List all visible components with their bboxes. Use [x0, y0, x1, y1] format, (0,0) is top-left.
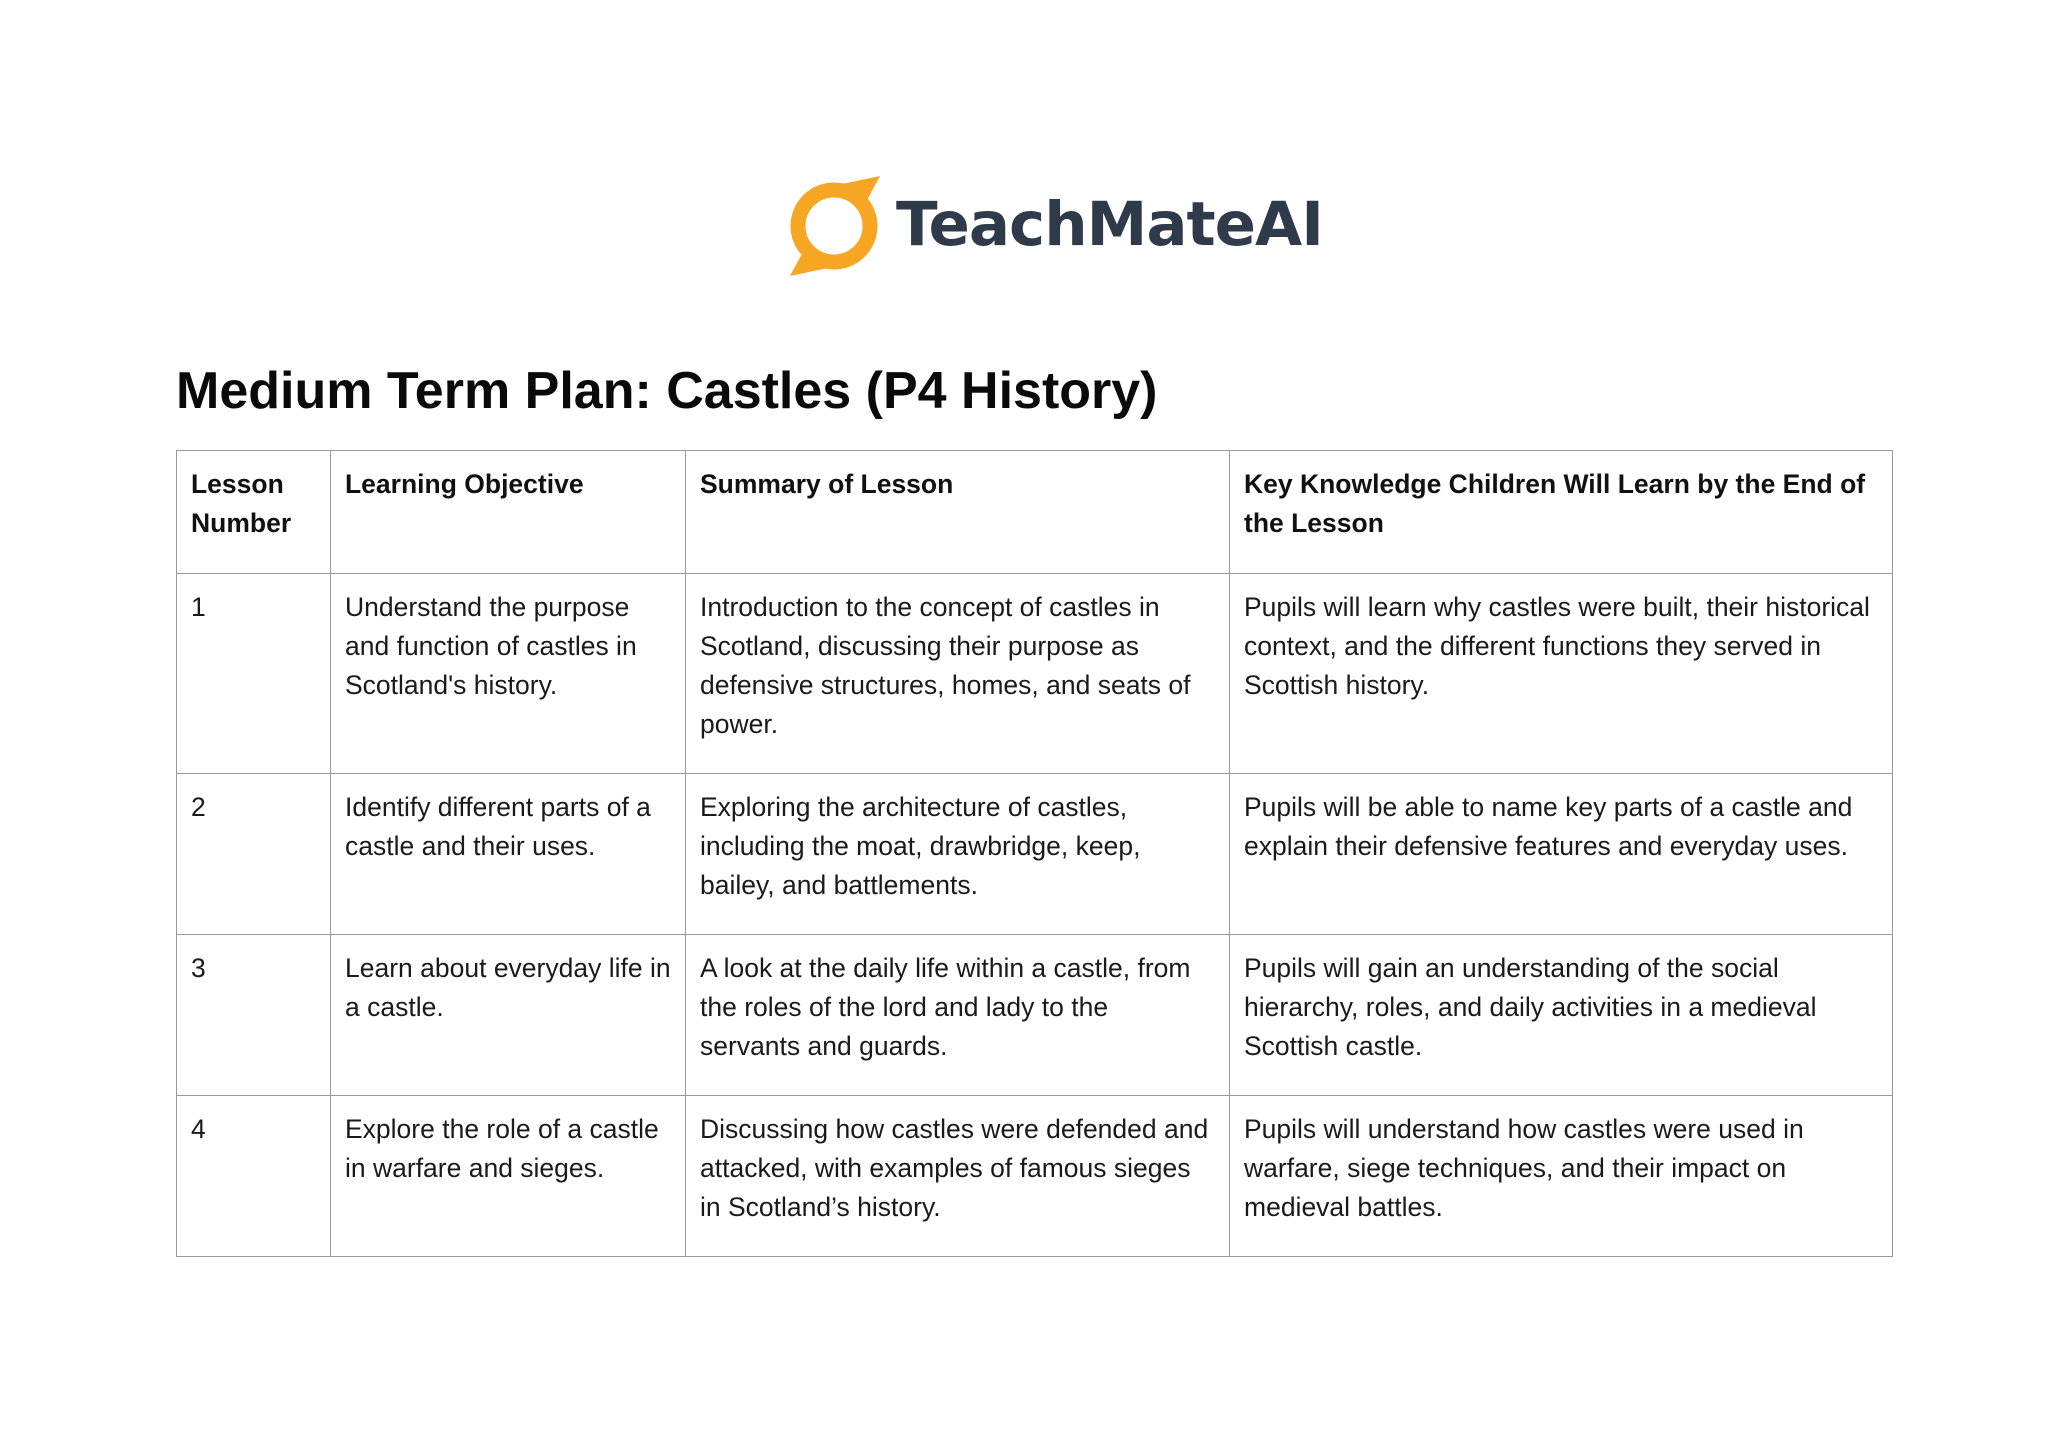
cell-learning-objective: Learn about everyday life in a castle.: [331, 935, 686, 1096]
cell-summary: Introduction to the concept of castles in Scotland, discussing their purpose as defensive structures, homes, and seats of power.: [686, 574, 1230, 774]
lesson-plan-table: [176, 450, 1893, 1257]
cell-summary: Discussing how castles were defended and attacked, with examples of famous sieges in Scotland’s history.: [686, 1096, 1230, 1257]
cell-lesson-number: 2: [177, 774, 331, 935]
cell-key-knowledge: Pupils will gain an understanding of the social hierarchy, roles, and daily activities in a medieval Scottish castle.: [1230, 935, 1893, 1096]
header-lesson-number: Lesson Number: [177, 451, 331, 574]
cell-summary: A look at the daily life within a castle, from the roles of the lord and lady to the servants and guards.: [686, 935, 1230, 1096]
header-key-knowledge: Key Knowledge Children Will Learn by the End of the Lesson: [1230, 451, 1893, 574]
table-row: [177, 1096, 1893, 1257]
page-title: Medium Term Plan: Castles (P4 History): [176, 362, 1158, 420]
ring-burst-logo-icon: [784, 170, 884, 278]
cell-learning-objective: Understand the purpose and function of castles in Scotland's history.: [331, 574, 686, 774]
table-row: [177, 935, 1893, 1096]
header-summary-of-lesson: Summary of Lesson: [686, 451, 1230, 574]
cell-learning-objective: Explore the role of a castle in warfare and sieges.: [331, 1096, 686, 1257]
table-header-row: [177, 451, 1893, 574]
table-row: [177, 574, 1893, 774]
brand-logo: [784, 170, 1323, 278]
table-row: [177, 774, 1893, 935]
cell-lesson-number: 4: [177, 1096, 331, 1257]
cell-key-knowledge: Pupils will understand how castles were used in warfare, siege techniques, and their impact on medieval battles.: [1230, 1096, 1893, 1257]
cell-summary: Exploring the architecture of castles, including the moat, drawbridge, keep, bailey, and battlements.: [686, 774, 1230, 935]
cell-learning-objective: Identify different parts of a castle and their uses.: [331, 774, 686, 935]
cell-key-knowledge: Pupils will learn why castles were built, their historical context, and the different functions they served in Scottish history.: [1230, 574, 1893, 774]
header-learning-objective: Learning Objective: [331, 451, 686, 574]
brand-name: TeachMateAI: [896, 188, 1323, 260]
cell-key-knowledge: Pupils will be able to name key parts of a castle and explain their defensive features and everyday uses.: [1230, 774, 1893, 935]
cell-lesson-number: 3: [177, 935, 331, 1096]
cell-lesson-number: 1: [177, 574, 331, 774]
